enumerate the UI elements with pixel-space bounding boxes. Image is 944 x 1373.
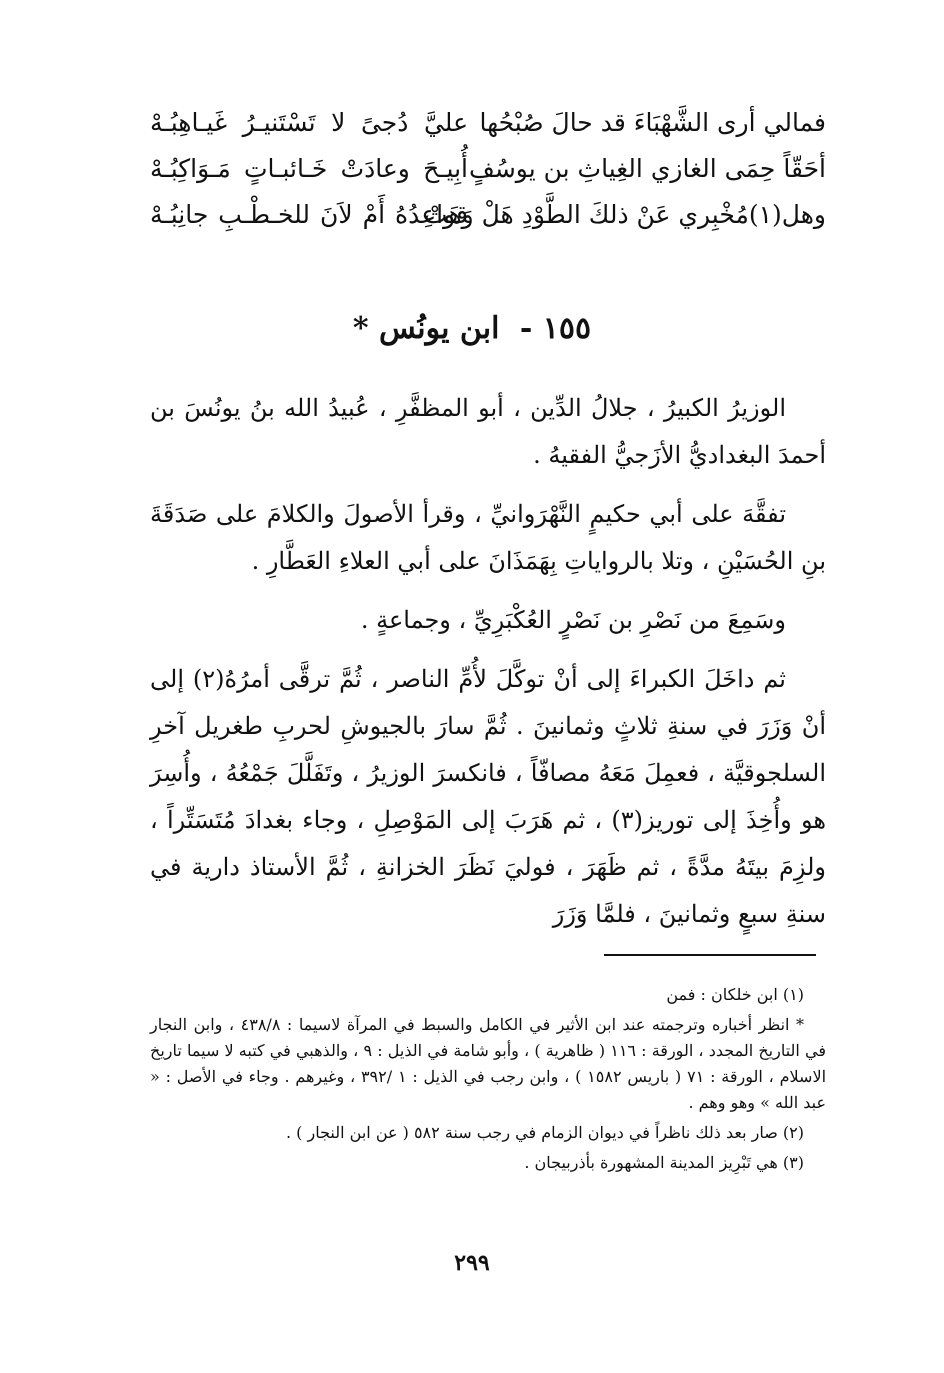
paragraph: الوزيرُ الكبيرُ ، جلالُ الدِّين ، أبو المظفَّرِ ، عُبيدُ الله بنُ يونُسَ بن أحمدَ البغداديُّ الأزَجيُّ الفقيهُ . [150,394,826,469]
footnote-2: (٢) صار بعد ذلك ناظراً في ديوان الزمام في رجب سنة ٥٨٢ ( عن ابن النجار ) . [285,1123,804,1142]
verse-second-hemistich: قواعِدُهُ أَمْ لاَنَ للخـطْـبِ جانِبُـهْ [150,200,468,229]
verse-first-hemistich: وهل(١)مُخْبِري عَنْ ذلكَ الطَّوْدِ هَلْ وَهَتْ [423,200,826,229]
verse-first-hemistich: فمالي أرى الشَّهْبَاءَ قد حالَ صُبْحُها [479,108,826,137]
footnote-1: (١) ابن خلكان : فمن [666,985,804,1004]
poem-verse [150,192,826,238]
entry-title: ابن يونُس * [352,311,500,346]
footnote-separator [604,954,816,956]
footnotes [150,982,826,1180]
verse-first-hemistich: أحَقّاً حِمَى الغازي الغِياثِ بن يوسُفٍ [468,154,826,183]
footnote-3: (٣) هي تَبْرِيز المدينة المشهورة بأذربيجان . [524,1153,804,1172]
poem [150,100,826,238]
entry-number: ١٥٥ - [519,311,592,346]
verse-second-hemistich: أُبِيـحَ وعادَتْ خَـائبـاتٍ مَـوَاكِبُـهْ [150,154,468,183]
verse-second-hemistich: عليَّ دُجىً لا تَسْتَنيـرُ غَيـاهِبُـهْ [150,108,468,137]
paragraph: وسَمِعَ من نَصْرِ بن نَصْرٍ العُكْبَرِيِّ ، وجماعةٍ . [360,606,786,634]
biography-text [150,385,826,950]
entry-heading [0,304,944,354]
paragraph: تفقَّهَ على أبي حكيمٍ النَّهْرَوانيِّ ، وقرأ الأصولَ والكلامَ على صَدَقَةَ بنِ الحُسَيْنِ ، وتلا بالرواياتِ بِهَمَذَانَ على أبي العلاءِ العَطَّارِ . [150,500,826,575]
poem-verse [150,100,826,146]
paragraph: ثم داخَلَ الكبراءَ إلى أنْ توكَّلَ لأُمِّ الناصر ، ثُمَّ ترقَّى أمرُهُ(٢) إلى أنْ وَزَرَ في سنةِ ثلاثٍ وثمانينَ . ثُمَّ سارَ بالجيوشِ لحربِ طغريل آخرِ السلجوقيَّة ، فعمِلَ مَعَهُ مصافّاً ، فانكسرَ الوزيرُ ، وتَفَلَّلَ جَمْعُهُ ، وأُسِرَ هو وأُخِذَ إلى توريز(٣) ، ثم هَرَبَ إلى المَوْصِلِ ، وجاء بغدادَ مُتَسَتِّراً ، ولزِمَ بيتَهُ مدَّةً ، ثم ظَهَرَ ، فوليَ نَظَرَ الخزانةِ ، ثُمَّ الأستاذ دارية في سنةِ سبعٍ وثمانينَ ، فلمَّا وَزَرَ [150,665,826,928]
footnote-star: * انظر أخباره وترجمته عند ابن الأثير في الكامل والسبط في المرآة لاسيما : ٤٣٨/٨ ، وابن النجار في التاريخ المجدد ، الورقة : ١١٦ ( ظاهرية ) ، وأبو شامة في الذيل : ٩ ، والذهبي في كتبه لا سيما تاريخ الاسلام ، الورقة : ٧١ ( باريس ١٥٨٢ ) ، وابن رجب في الذيل : ١ /٣٩٢ ، وغيرهم . وجاء في الأصل : « عبد الله » وهو وهم . [150,1015,827,1112]
page-number: ٢٩٩ [454,1250,490,1276]
poem-verse [150,146,826,192]
